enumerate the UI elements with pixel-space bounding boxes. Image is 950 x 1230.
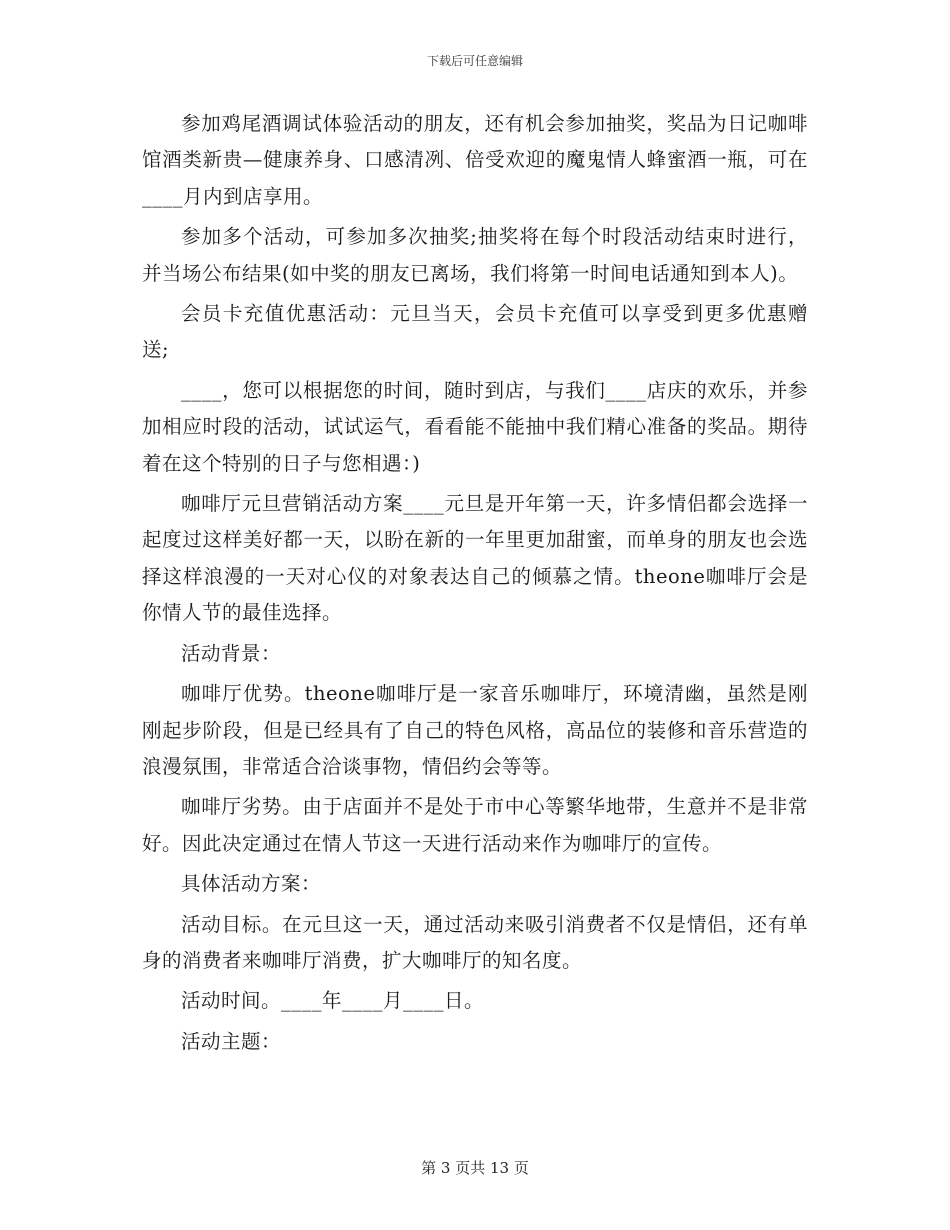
paragraph-goal: 活动目标。在元旦这一天，通过活动来吸引消费者不仅是情侣，还有单身的消费者来咖啡厅消费，扩大咖啡厅的知名度。 <box>142 912 808 972</box>
paragraph-multiple-draws: 参加多个活动，可参加多次抽奖;抽奖将在每个时段活动结束时进行，并当场公布结果(如中奖的朋友已离场，我们将第一时间电话通知到本人)。 <box>142 225 808 285</box>
paragraph-invitation: ____，您可以根据您的时间，随时到店，与我们____店庆的欢乐，并参加相应时段的活动，试试运气，看看能不能抽中我们精心准备的奖品。期待着在这个特别的日子与您相遇：) <box>142 378 808 475</box>
heading-theme: 活动主题： <box>181 1029 282 1053</box>
paragraph-strengths: 咖啡厅优势。theone咖啡厅是一家音乐咖啡厅，环境清幽，虽然是刚刚起步阶段，但是已经具有了自己的特色风格，高品位的装修和音乐营造的浪漫氛围，非常适合洽谈事物，情侣约会等等。 <box>142 682 808 778</box>
paragraph-plan-intro: 咖啡厅元旦营销活动方案____元旦是开年第一天，许多情侣都会选择一起度过这样美好都一天，以盼在新的一年里更加甜蜜，而单身的朋友也会选择这样浪漫的一天对心仪的对象表达自己的倾慕之情。theone咖啡厅会是你情人节的最佳选择。 <box>142 492 808 625</box>
page-header: 下载后可任意编辑 <box>426 54 523 68</box>
page-number: 第 3 页共 13 页 <box>421 1159 529 1177</box>
paragraph-member-card: 会员卡充值优惠活动：元旦当天，会员卡充值可以享受到更多优惠赠送; <box>142 302 808 362</box>
heading-background: 活动背景： <box>181 641 282 665</box>
document-body <box>142 106 808 1064</box>
paragraph-weaknesses: 咖啡厅劣势。由于店面并不是处于市中心等繁华地带，生意并不是非常好。因此决定通过在情人节这一天进行活动来作为咖啡厅的宣传。 <box>142 795 808 855</box>
heading-specific-plan: 具体活动方案： <box>181 872 322 896</box>
paragraph-lottery: 参加鸡尾酒调试体验活动的朋友，还有机会参加抽奖，奖品为日记咖啡馆酒类新贵—健康养身、口感清冽、倍受欢迎的魔鬼情人蜂蜜酒一瓶，可在____月内到店享用。 <box>142 112 808 208</box>
paragraph-time: 活动时间。____年____月____日。 <box>181 989 485 1013</box>
